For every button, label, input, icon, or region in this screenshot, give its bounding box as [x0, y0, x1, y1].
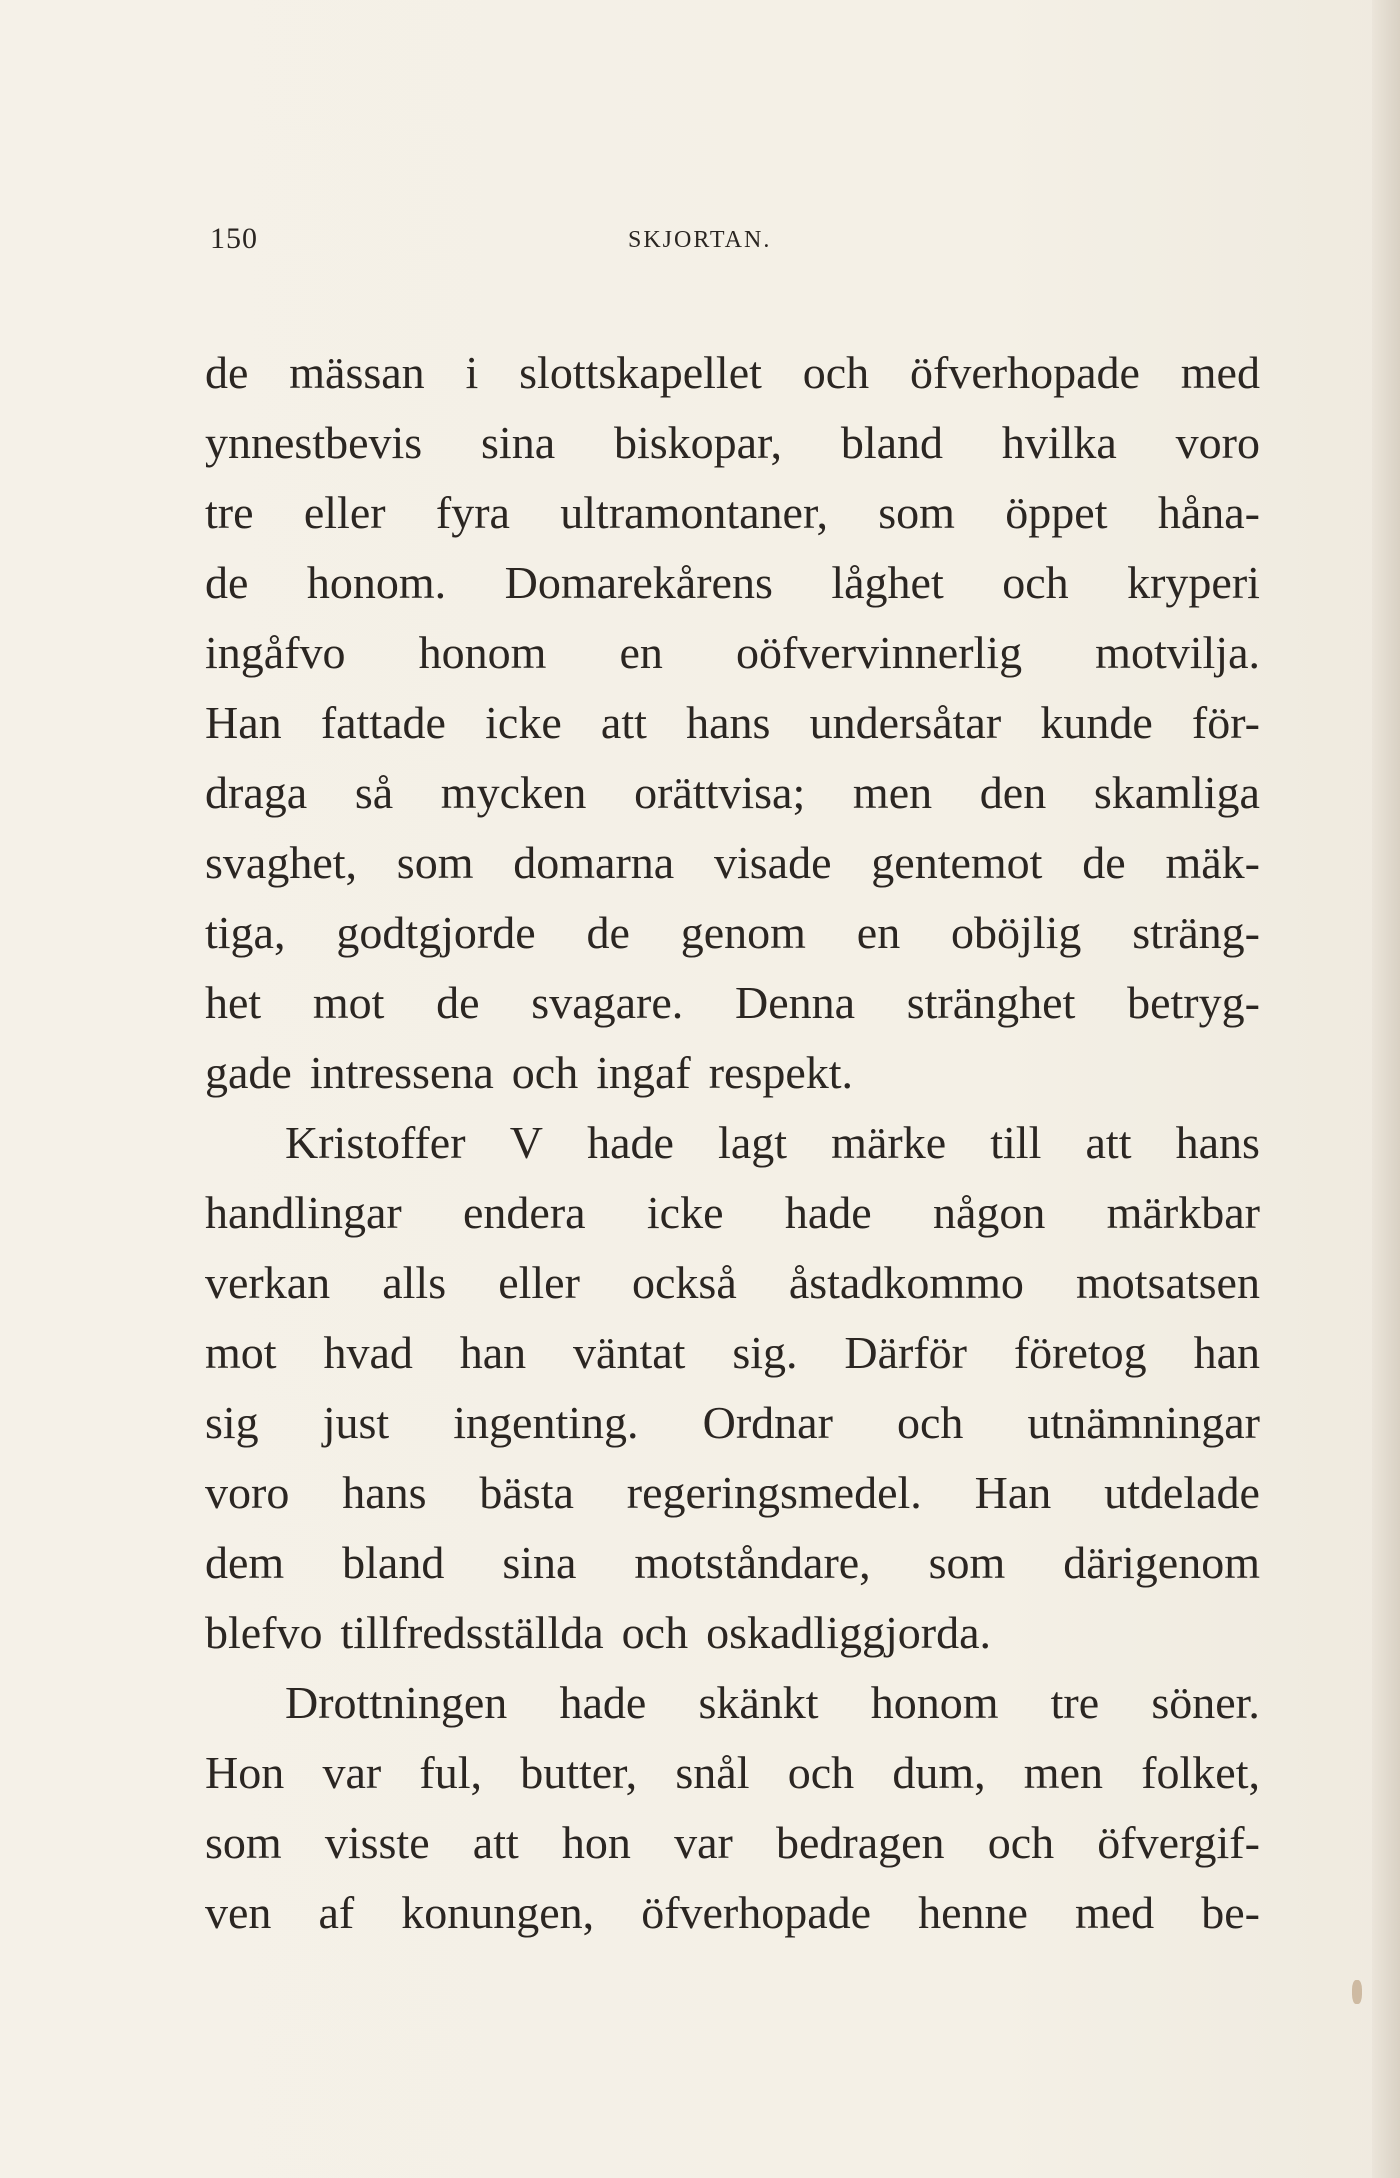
text-word: tillfredsställda [340, 1607, 604, 1658]
text-word: öfverhopade [641, 1887, 872, 1938]
text-word: och [1002, 557, 1069, 608]
text-word: kryperi [1127, 557, 1260, 608]
text-line [205, 1318, 1260, 1388]
text-word: slottskapellet [519, 347, 762, 398]
text-word: en [619, 627, 663, 678]
text-word: alls [382, 1257, 447, 1308]
text-word: skamliga [1093, 767, 1260, 818]
text-word: och [787, 1747, 855, 1798]
text-line [205, 408, 1260, 478]
text-word: utnämningar [1027, 1397, 1260, 1448]
body-text [205, 338, 1260, 1948]
text-word: domarna [513, 837, 675, 888]
text-word: hvilka [1001, 417, 1117, 468]
text-word: skänkt [698, 1677, 819, 1728]
text-word: Domarekårens [504, 557, 773, 608]
text-word: att [1085, 1117, 1132, 1168]
text-word: som [396, 837, 474, 888]
text-line [205, 968, 1260, 1038]
text-word: gentemot [871, 837, 1043, 888]
text-word: hon [561, 1817, 631, 1868]
text-word: öppet [1005, 487, 1108, 538]
paper-stain [1352, 1980, 1362, 2004]
text-word: ingaf [596, 1047, 691, 1098]
text-word: motståndare, [634, 1537, 871, 1588]
text-word: ynnestbevis [205, 417, 423, 468]
text-word: be- [1201, 1887, 1260, 1938]
text-word: men [1023, 1747, 1103, 1798]
text-word: och [802, 347, 870, 398]
text-word: snål [675, 1747, 750, 1798]
text-line [205, 688, 1260, 758]
text-word: eller [303, 487, 386, 538]
text-line [205, 758, 1260, 828]
text-word: de [205, 557, 249, 608]
text-word: och [896, 1397, 964, 1448]
page-edge [1372, 0, 1400, 2178]
text-word: mot [312, 977, 385, 1028]
text-word: hade [587, 1117, 674, 1168]
text-word: och [987, 1817, 1055, 1868]
text-word: draga [205, 767, 308, 818]
text-word: icke [646, 1187, 724, 1238]
text-word: så [354, 767, 394, 818]
text-word: tiga, [205, 907, 286, 958]
text-word: fattade [320, 697, 446, 748]
text-word: den [979, 767, 1047, 818]
text-word: öfverhopade [910, 347, 1140, 398]
text-word: sig. [732, 1327, 798, 1378]
text-line [205, 1598, 1260, 1668]
text-line [205, 1458, 1260, 1528]
text-word: som [928, 1537, 1006, 1588]
text-word: visade [713, 837, 832, 888]
text-word: sina [502, 1537, 577, 1588]
text-line [205, 1038, 1260, 1108]
text-word: att [472, 1817, 519, 1868]
text-word: Han [974, 1467, 1052, 1518]
text-line [205, 828, 1260, 898]
text-word: bland [840, 417, 944, 468]
text-word: bästa [479, 1467, 574, 1518]
text-word: konungen, [401, 1887, 595, 1938]
text-word: svagare. [531, 977, 684, 1028]
text-word: handlingar [205, 1187, 402, 1238]
text-word: mäk- [1165, 837, 1260, 888]
page-header [210, 222, 1260, 272]
text-word: Han [205, 697, 282, 748]
text-word: var [322, 1747, 382, 1798]
text-word: honom. [306, 557, 447, 608]
text-line [205, 548, 1260, 618]
text-word: mot [205, 1327, 277, 1378]
text-word: svaghet, [205, 837, 358, 888]
text-word: därigenom [1063, 1537, 1260, 1588]
text-word: dum, [892, 1747, 986, 1798]
text-word: han [459, 1327, 527, 1378]
text-word: låghet [831, 557, 944, 608]
text-word: lagt [718, 1117, 788, 1168]
text-word: undersåtar [809, 697, 1002, 748]
text-line [205, 1248, 1260, 1318]
text-word: genom [680, 907, 806, 958]
text-word: dem [205, 1537, 285, 1588]
text-word: märkbar [1106, 1187, 1260, 1238]
text-word: voro [205, 1467, 290, 1518]
text-word: regeringsmedel. [626, 1467, 922, 1518]
text-line [205, 1808, 1260, 1878]
text-word: orättvisa; [634, 767, 806, 818]
text-word: mässan [289, 347, 425, 398]
text-line [205, 1878, 1260, 1948]
text-word: någon [932, 1187, 1046, 1238]
text-word: Drottningen [285, 1677, 508, 1728]
text-word: kunde [1040, 697, 1153, 748]
text-word: biskopar, [613, 417, 783, 468]
text-word: voro [1175, 417, 1260, 468]
text-line [205, 1108, 1260, 1178]
text-line [205, 1178, 1260, 1248]
text-word: ingåfvo [205, 627, 346, 678]
text-word: utdelade [1104, 1467, 1260, 1518]
text-word: betryg- [1127, 977, 1260, 1028]
text-word: och [511, 1047, 579, 1098]
text-word: folket, [1141, 1747, 1260, 1798]
text-word: som [878, 487, 955, 538]
text-word: tre [205, 487, 254, 538]
text-word: oöfvervinnerlig [735, 627, 1023, 678]
text-word: henne [918, 1887, 1028, 1938]
text-line [205, 898, 1260, 968]
text-line [205, 478, 1260, 548]
text-word: till [990, 1117, 1042, 1168]
text-word: af [318, 1887, 355, 1938]
text-word: fyra [435, 487, 510, 538]
text-word: bland [342, 1537, 445, 1588]
text-line [205, 1668, 1260, 1738]
text-word: väntat [573, 1327, 686, 1378]
text-word: hade [784, 1187, 872, 1238]
text-word: motsatsen [1075, 1257, 1260, 1308]
text-line [205, 1388, 1260, 1458]
text-word: honom [870, 1677, 999, 1728]
text-word: Denna [734, 977, 856, 1028]
text-word: i [465, 347, 479, 398]
text-word: Hon [205, 1747, 285, 1798]
text-word: de [1082, 837, 1126, 888]
text-word: verkan [205, 1257, 331, 1308]
text-line [205, 1528, 1260, 1598]
text-word: hans [1175, 1117, 1260, 1168]
text-word: stränghet [906, 977, 1076, 1028]
text-word: hans [686, 697, 771, 748]
text-word: företog [1013, 1327, 1147, 1378]
text-word: hans [342, 1467, 427, 1518]
text-word: att [600, 697, 647, 748]
text-word: för- [1191, 697, 1260, 748]
text-word: oböjlig [951, 907, 1082, 958]
text-word: en [856, 907, 901, 958]
text-word: eller [498, 1257, 580, 1308]
text-word: var [674, 1817, 733, 1868]
text-word: åstadkommo [788, 1257, 1024, 1308]
text-word: ingenting. [453, 1397, 639, 1448]
text-word: som [205, 1817, 282, 1868]
text-line [205, 618, 1260, 688]
text-word: sträng- [1132, 907, 1260, 958]
text-word: de [205, 347, 249, 398]
text-line [205, 1738, 1260, 1808]
text-word: Kristoffer [285, 1117, 466, 1168]
text-word: han [1193, 1327, 1260, 1378]
text-word: också [632, 1257, 737, 1308]
text-word: tre [1050, 1677, 1100, 1728]
text-word: butter, [520, 1747, 638, 1798]
text-word: endera [463, 1187, 586, 1238]
text-word: de [436, 977, 480, 1028]
text-word: sig [205, 1397, 259, 1448]
text-word: just [322, 1397, 390, 1448]
text-word: visste [324, 1817, 430, 1868]
text-word: med [1074, 1887, 1155, 1938]
text-word: men [852, 767, 933, 818]
text-word: intressena [309, 1047, 494, 1098]
text-word: godtgjorde [336, 907, 536, 958]
text-word: Ordnar [702, 1397, 833, 1448]
text-word: ven [205, 1887, 272, 1938]
text-word: sina [481, 417, 556, 468]
text-word: söner. [1151, 1677, 1260, 1728]
text-line [205, 338, 1260, 408]
text-word: icke [485, 697, 562, 748]
text-word: blefvo [205, 1607, 323, 1658]
text-word: öfvergif- [1097, 1817, 1260, 1868]
text-word: hvad [323, 1327, 413, 1378]
text-word: V [509, 1117, 543, 1168]
text-word: de [586, 907, 630, 958]
text-word: märke [831, 1117, 947, 1168]
text-word: het [205, 977, 262, 1028]
text-word: hade [559, 1677, 647, 1728]
text-word: respekt. [708, 1047, 854, 1098]
running-head: SKJORTAN. [628, 227, 772, 253]
page-number: 150 [210, 222, 258, 255]
text-word: mycken [440, 767, 587, 818]
text-word: oskadliggjorda. [706, 1607, 991, 1658]
text-word: med [1180, 347, 1260, 398]
text-word: bedragen [775, 1817, 945, 1868]
text-word: och [621, 1607, 689, 1658]
text-word: honom [418, 627, 547, 678]
text-word: motvilja. [1095, 627, 1260, 678]
text-word: Därför [844, 1327, 967, 1378]
text-word: håna- [1157, 487, 1260, 538]
text-word: ultramontaner, [560, 487, 828, 538]
text-word: ful, [419, 1747, 482, 1798]
text-word: gade [205, 1047, 292, 1098]
